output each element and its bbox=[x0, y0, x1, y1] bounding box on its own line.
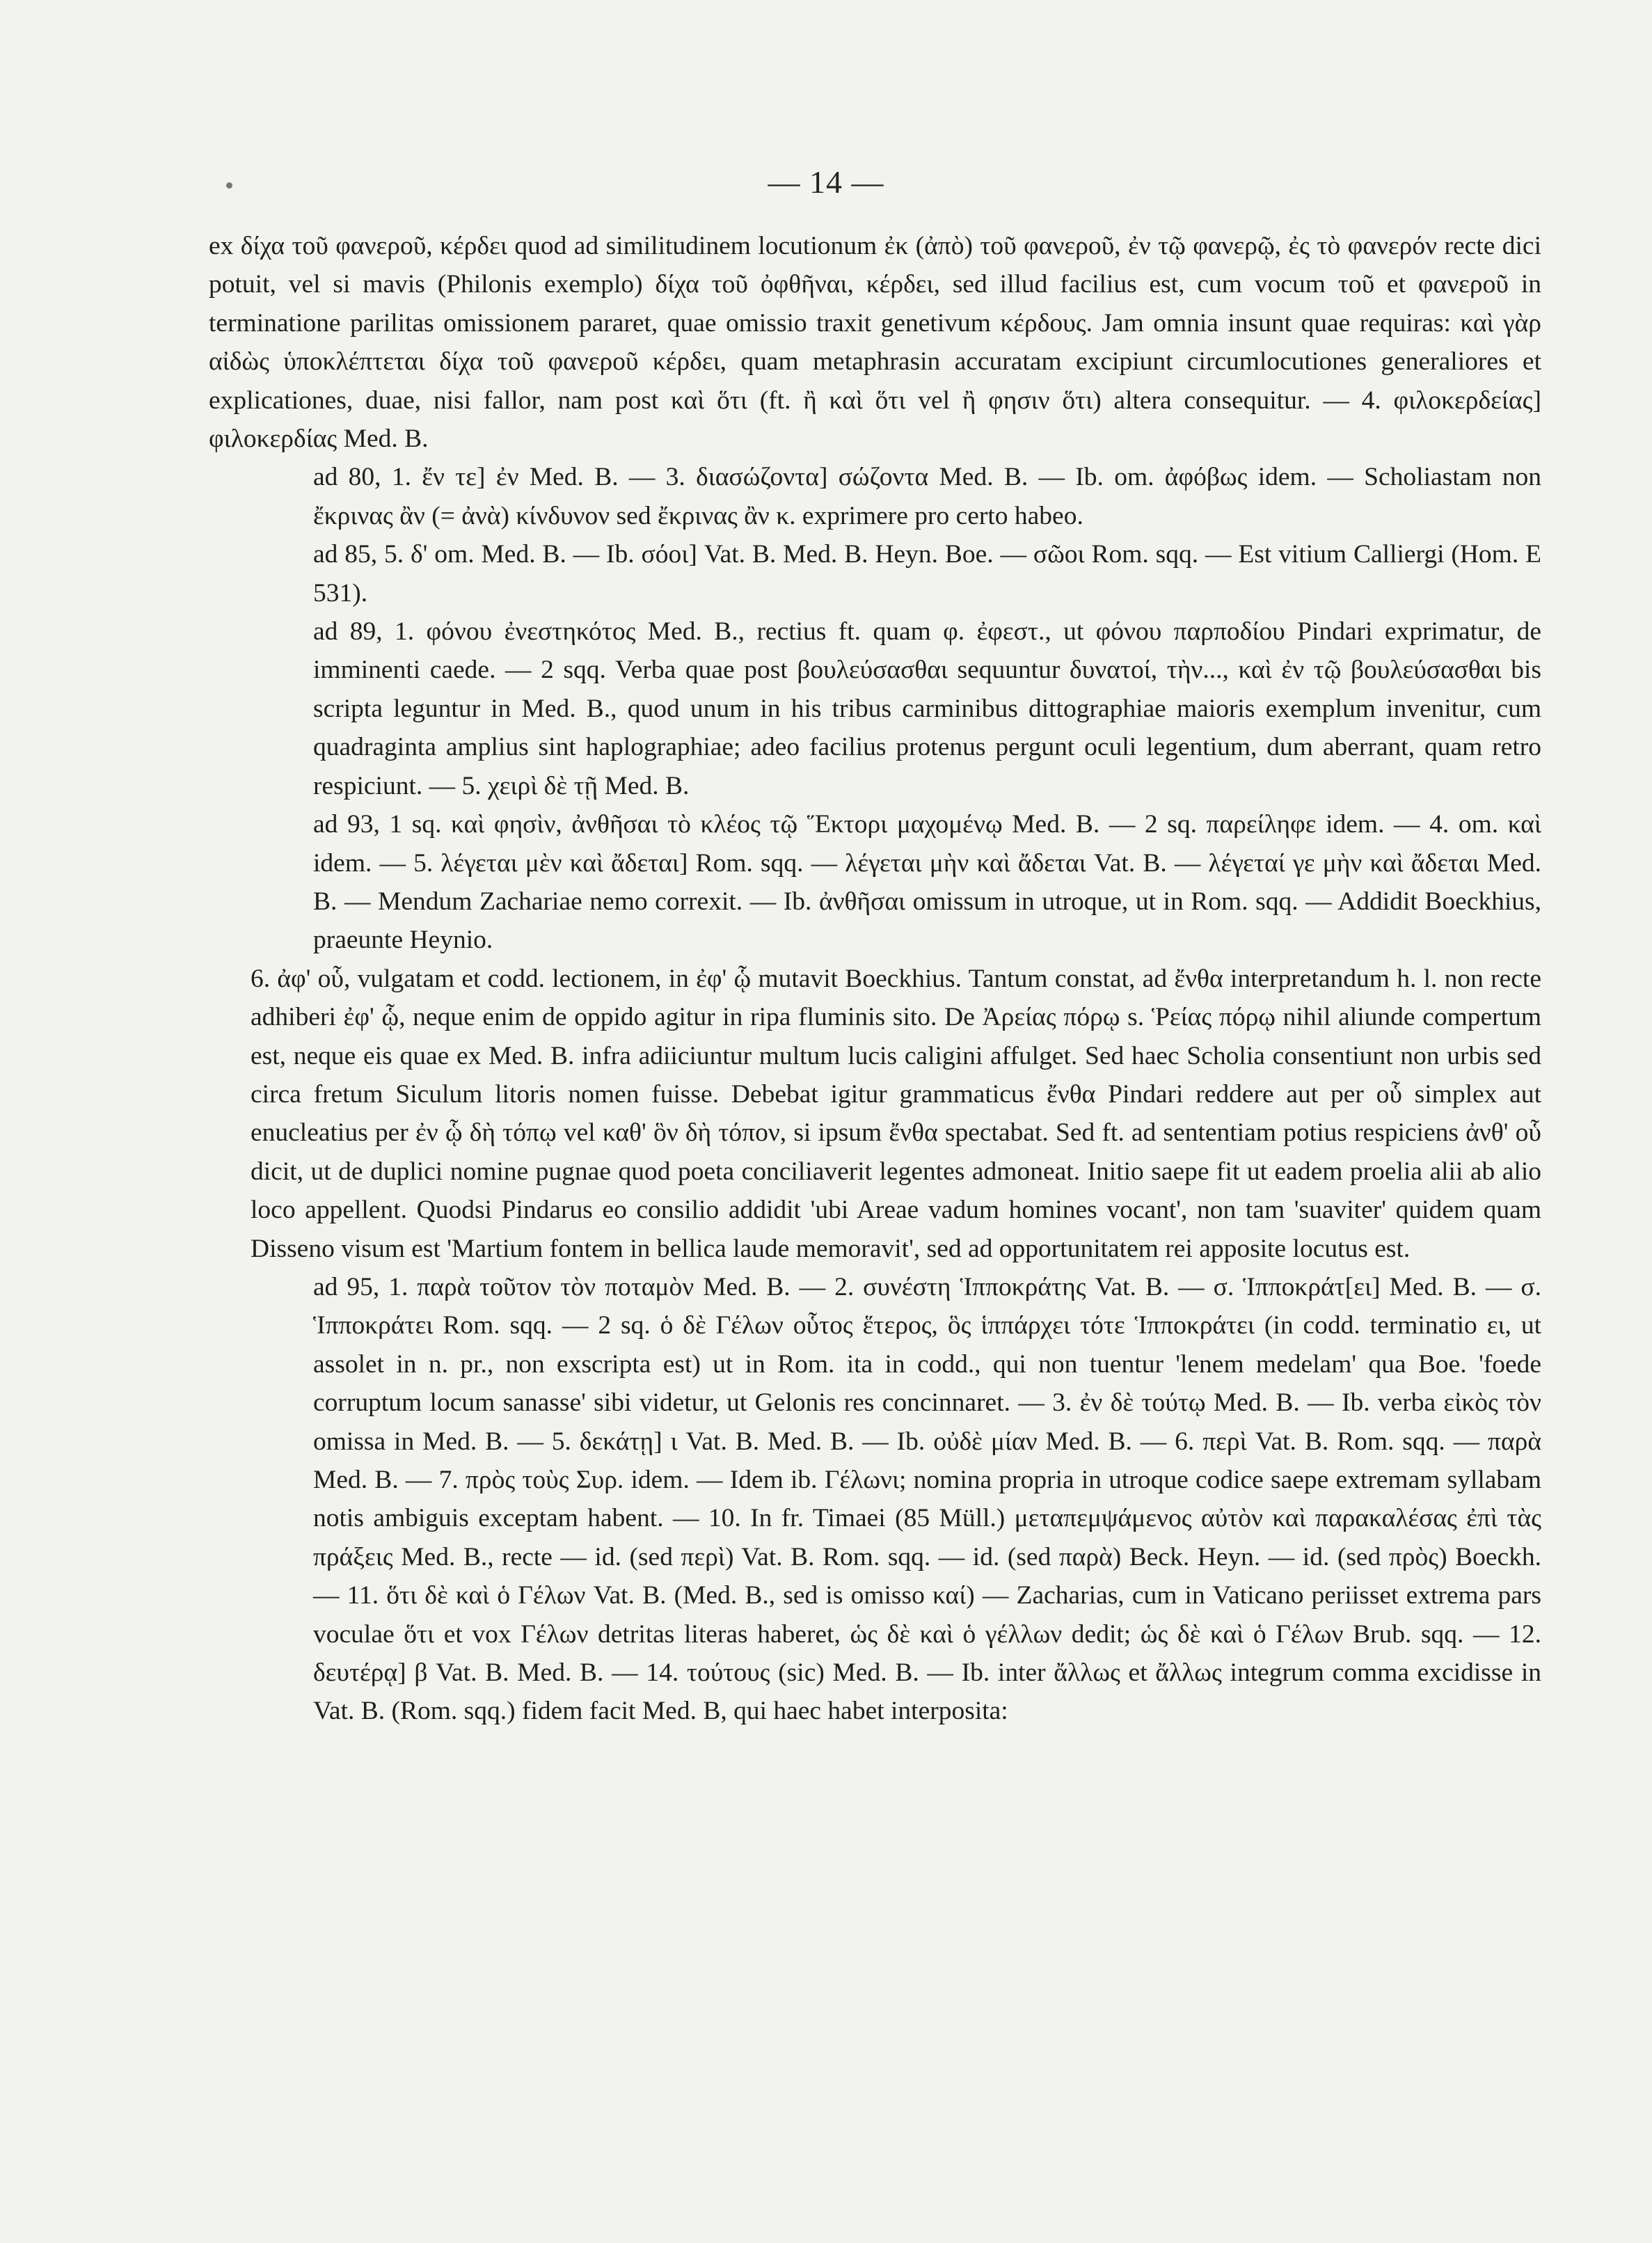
commentary-body bbox=[209, 227, 1541, 1731]
paragraph-note-6: 6. ἀφ' οὗ, vulgatam et codd. lectionem, in ἐφ' ᾧ mutavit Boeckhius. Tantum constat, ad ἔνθα interpretandum h. l. non recte adhiberi ἐφ' ᾧ, neque enim de oppido agitur in ripa fluminis sito. De Ἀρείας πόρῳ s. Ῥείας πόρῳ nihil aliunde compertum est, neque eis quae ex Med. B. infra adiiciuntur multum lucis caligini affulget. Sed haec Scholia consentiunt non urbis sed circa fretum Siculum litoris nomen fuisse. Debebat igitur grammaticus ἔνθα Pindari reddere aut per οὗ simplex aut enucleatius per ἐν ᾧ δὴ τόπῳ vel καθ' ὃν δὴ τόπον, si ipsum ἔνθα spectabat. Sed ft. ad sententiam potius respiciens ἀνθ' οὗ dicit, ut de duplici nomine pugnae quod poeta conciliaverit legentes admoneat. Initio saepe fit ut eadem proelia alii ab alio loco appellent. Quodsi Pindarus eo consilio addidit 'ubi Areae vadum homines vocant', non tam 'suaviter' quidem quam Disseno visum est 'Martium fontem in bellica laude memoravit', sed ad opportunitatem rei apposite locutus est. bbox=[251, 964, 1541, 1263]
page-number: — 14 — bbox=[768, 164, 884, 200]
paragraph-ad-93: ad 93, 1 sq. καὶ φησὶν, ἀνθῆσαι τὸ κλέος τῷ Ἕκτορι μαχομένῳ Med. B. — 2 sq. παρείληφε idem. — 4. om. καὶ idem. — 5. λέγεται μὲν καὶ ἄδεται] Rom. sqq. — λέγεται μὴν καὶ ἄδεται Vat. B. — λέγεταί γε μὴν καὶ ἄδεται Med. B. — Mendum Zachariae nemo correxit. — Ib. ἀνθῆσαι omissum in utroque, ut in Rom. sqq. — Addidit Boeckhius, praeunte Heynio. bbox=[313, 810, 1541, 955]
paragraph-ad-80: ad 80, 1. ἔν τε] ἐν Med. B. — 3. διασώζοντα] σώζοντα Med. B. — Ib. om. ἀφόβως idem. — Scholiastam non ἔκρινας ἂν (= ἀνὰ) κίνδυνον sed ἔκρινας ἂν κ. exprimere pro certo habeo. bbox=[313, 463, 1541, 530]
paragraph-ad-89: ad 89, 1. φόνου ἐνεστηκότος Med. B., rectius ft. quam φ. ἐφεστ., ut φόνου παρποδίου Pindari exprimatur, de imminenti caede. — 2 sqq. Verba quae post βουλεύσασθαι sequuntur δυνατοί, τὴν..., καὶ ἐν τῷ βουλεύσασθαι bis scripta leguntur in Med. B., quod unum in his tribus carminibus dittographiae maioris exemplum invenitur, cum quadraginta amplius sint haplographiae; adeo facilius protenus pergunt oculi legentium, dum aberrant, quam retro respiciunt. — 5. χειρὶ δὲ τῇ Med. B. bbox=[313, 617, 1541, 800]
paragraph-ad-85: ad 85, 5. δ' om. Med. B. — Ib. σόοι] Vat. B. Med. B. Heyn. Boe. — σῶοι Rom. sqq. — Est vitium Calliergi (Hom. Ε 531). bbox=[313, 540, 1541, 608]
paragraph-intro: ex δίχα τοῦ φανεροῦ, κέρδει quod ad similitudinem locutionum ἐκ (ἀπὸ) τοῦ φανεροῦ, ἐν τῷ φανερῷ, ἐς τὸ φανερόν recte dici potuit, vel si mavis (Philonis exemplo) δίχα τοῦ ὀφθῆναι, κέρδει, sed illud facilius est, cum vocum τοῦ et φανεροῦ in terminatione parilitas omissionem pararet, quae omissio traxit genetivum κέρδους. Jam omnia insunt quae requiras: καὶ γὰρ αἰδὼς ὑποκλέπτεται δίχα τοῦ φανεροῦ κέρδει, quam metaphrasin accuratam excipiunt circumlocutiones generaliores et explicationes, duae, nisi fallor, nam post καὶ ὅτι (ft. ἢ καὶ ὅτι vel ἢ φησιν ὅτι) altera consequitur. — 4. φιλοκερδείας] φιλοκερδίας Med. B. bbox=[209, 232, 1541, 454]
paragraph-ad-95: ad 95, 1. παρὰ τοῦτον τὸν ποταμὸν Med. B. — 2. συνέστη Ἱπποκράτης Vat. B. — σ. Ἱπποκράτ[ει] Med. B. — σ. Ἱπποκράτει Rom. sqq. — 2 sq. ὁ δὲ Γέλων οὗτος ἕτερος, ὃς ἱππάρχει τότε Ἱπποκράτει (in codd. terminatio ει, ut assolet in n. pr., non exscripta est) ut in Rom. ita in codd., qui non tuentur 'lenem medelam' qua Boe. 'foede corruptum locum sanasse' sibi videtur, ut Gelonis res concinnaret. — 3. ἐν δὲ τούτῳ Med. B. — Ib. verba εἰκὸς τὸν omissa in Med. B. — 5. δεκάτῃ] ι Vat. B. Med. B. — Ib. οὐδὲ μίαν Med. B. — 6. περὶ Vat. B. Rom. sqq. — παρὰ Med. B. — 7. πρὸς τοὺς Συρ. idem. — Idem ib. Γέλωνι; nomina propria in utroque codice saepe extremam syllabam notis ambiguis exceptam habent. — 10. In fr. Timaei (85 Müll.) μεταπεμψάμενος αὐτὸν καὶ παρακαλέσας ἐπὶ τὰς πράξεις Med. B., recte — id. (sed περὶ) Vat. B. Rom. sqq. — id. (sed παρὰ) Beck. Heyn. — id. (sed πρὸς) Boeckh. — 11. ὅτι δὲ καὶ ὁ Γέλων Vat. B. (Med. B., sed is omisso καί) — Zacharias, cum in Vaticano periisset extrema pars voculae ὅτι et vox Γέλων detritas literas haberet, ὡς δὲ καὶ ὁ γέλλων dedit; ὡς δὲ καὶ ὁ Γέλων Brub. sqq. — 12. δευτέρᾳ] β Vat. B. Med. B. — 14. τούτους (sic) Med. B. — Ib. inter ἄλλως et ἄλλως integrum comma excidisse in Vat. B. (Rom. sqq.) fidem facit Med. B, qui haec habet interposita: bbox=[313, 1272, 1541, 1726]
